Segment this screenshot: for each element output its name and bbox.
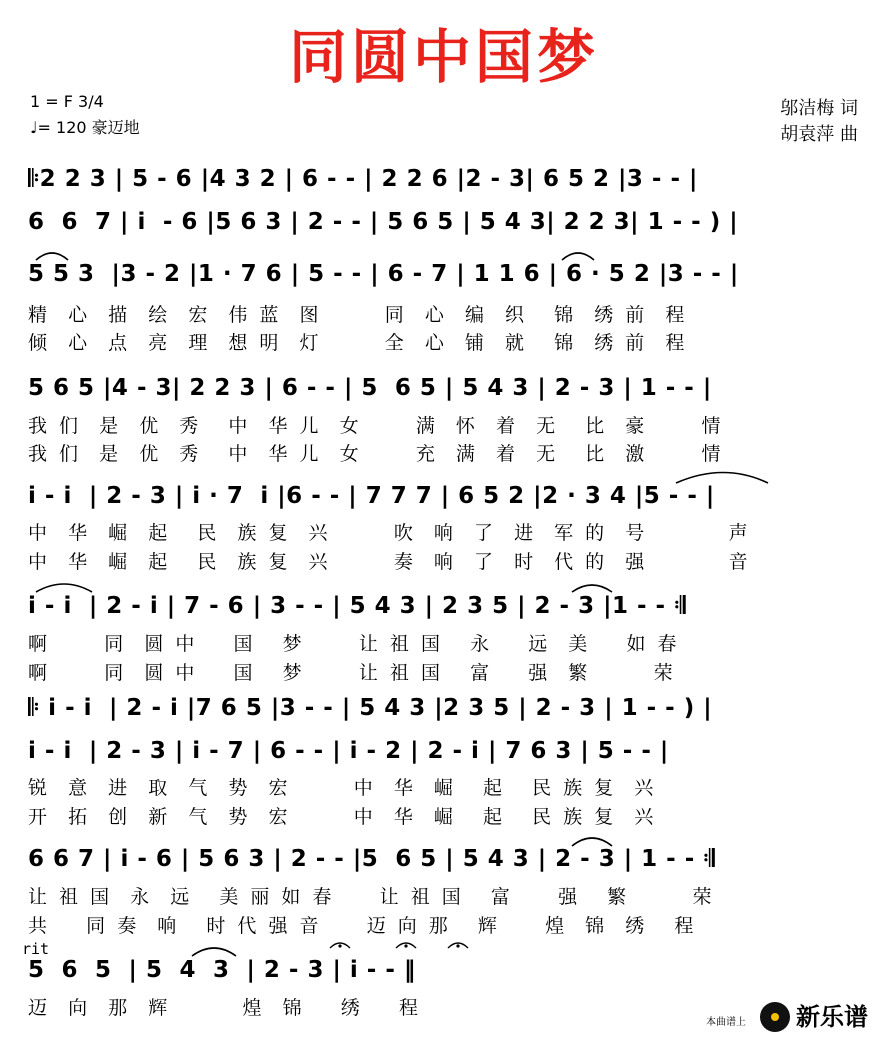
song-title: 同圆中国梦 (288, 23, 599, 91)
score-line-5 (28, 474, 864, 518)
lyric-verse-2: 倾 心 点 亮 理 想 明 灯 全 心 铺 就 锦 绣 前 程 (28, 332, 688, 354)
lyric-verse-2: 啊 同 圆 中 国 梦 让 祖 国 富 强 繁 荣 (28, 662, 676, 684)
key-signature: 1 = F 3/4 (30, 92, 104, 111)
lyric-verse-2: 开 拓 创 新 气 势 宏 中 华 崛 起 民 族 复 兴 (28, 806, 657, 828)
lyric-verse-1: 中 华 崛 起 民 族 复 兴 吹 响 了 进 军 的 号 声 (28, 522, 751, 544)
score-line-10 (28, 948, 864, 992)
notation-row: 5 5 3 |3 - 2 |1 · 7 6 | 5 - - | 6 - 7 | 1 1 6 | 6 · 5 2 |3 - - | (28, 261, 739, 287)
lyric-verse-1: 啊 同 圆 中 国 梦 让 祖 国 永 远 美 如 春 (28, 633, 680, 655)
lyric-verse-1: 锐 意 进 取 气 势 宏 中 华 崛 起 民 族 复 兴 (28, 777, 657, 799)
score-line-3 (28, 252, 864, 296)
score-line-8 (28, 729, 864, 773)
score-line-9 (28, 837, 864, 881)
lyric-verse-2: 我 们 是 优 秀 中 华 儿 女 充 满 着 无 比 激 情 (28, 443, 724, 465)
composer-credit: 胡袁萍 曲 (780, 124, 858, 145)
notation-row: 6 6 7 | i - 6 | 5 6 3 | 2 - - |5 6 5 | 5 4 3 | 2 - 3 | 1 - - 𝄇 (28, 846, 715, 872)
lyricist-credit: 邬洁梅 词 (780, 98, 858, 119)
notation-row: i - i | 2 - 3 | i · 7 i |6 - - | 7 7 7 | 6 5 2 |2 · 3 4 |5 - - | (28, 483, 715, 509)
score-line-2 (28, 200, 864, 244)
lyric-verse-2: 中 华 崛 起 民 族 复 兴 奏 响 了 时 代 的 强 音 (28, 551, 751, 573)
lyric-verse-1: 迈 向 那 辉 煌 锦 绣 程 (28, 997, 421, 1019)
score-line-1 (28, 157, 864, 201)
lyric-verse-1: 让 祖 国 永 远 美 丽 如 春 让 祖 国 富 强 繁 荣 (28, 886, 715, 908)
site-name: 新乐谱 (796, 1003, 868, 1031)
footer-note: 本曲谱上 (706, 1017, 746, 1028)
notation-row: i - i | 2 - i | 7 - 6 | 3 - - | 5 4 3 | 2 3 5 | 2 - 3 |1 - - 𝄇 (28, 593, 686, 619)
notation-row: 5 6 5 |4 - 3| 2 2 3 | 6 - - | 5 6 5 | 5 4 3 | 2 - 3 | 1 - - | (28, 375, 712, 401)
lyric-verse-2: 共 同 奏 响 时 代 强 音 迈 向 那 辉 煌 锦 绣 程 (28, 915, 697, 937)
notation-row: 6 6 7 | i - 6 |5 6 3 | 2 - - | 5 6 5 | 5 4 3| 2 2 3| 1 - - ) | (28, 209, 739, 235)
ritardando-marking: rit (22, 940, 50, 958)
record-disc-icon (760, 1002, 790, 1032)
notation-row: i - i | 2 - 3 | i - 7 | 6 - - | i - 2 | 2 - i | 7 6 3 | 5 - - | (28, 738, 669, 764)
notation-row: 𝄆 i - i | 2 - i |7 6 5 |3 - - | 5 4 3 |2 3 5 | 2 - 3 | 1 - - ) | (28, 695, 713, 721)
notation-row: 𝄆2 2 3 | 5 - 6 |4 3 2 | 6 - - | 2 2 6 |2 - 3| 6 5 2 |3 - - | (28, 166, 698, 192)
tempo-marking: ♩= 120 豪迈地 (30, 118, 140, 137)
lyric-verse-1: 精 心 描 绘 宏 伟 蓝 图 同 心 编 织 锦 绣 前 程 (28, 304, 688, 326)
score-line-7 (28, 686, 864, 730)
notation-row: 5 6 5 | 5 4 3 | 2 - 3 | i - - ‖ (28, 957, 416, 983)
score-line-6 (28, 584, 864, 628)
lyric-verse-1: 我 们 是 优 秀 中 华 儿 女 满 怀 着 无 比 豪 情 (28, 415, 724, 437)
site-logo[interactable] (760, 1000, 880, 1034)
score-line-4 (28, 366, 864, 410)
